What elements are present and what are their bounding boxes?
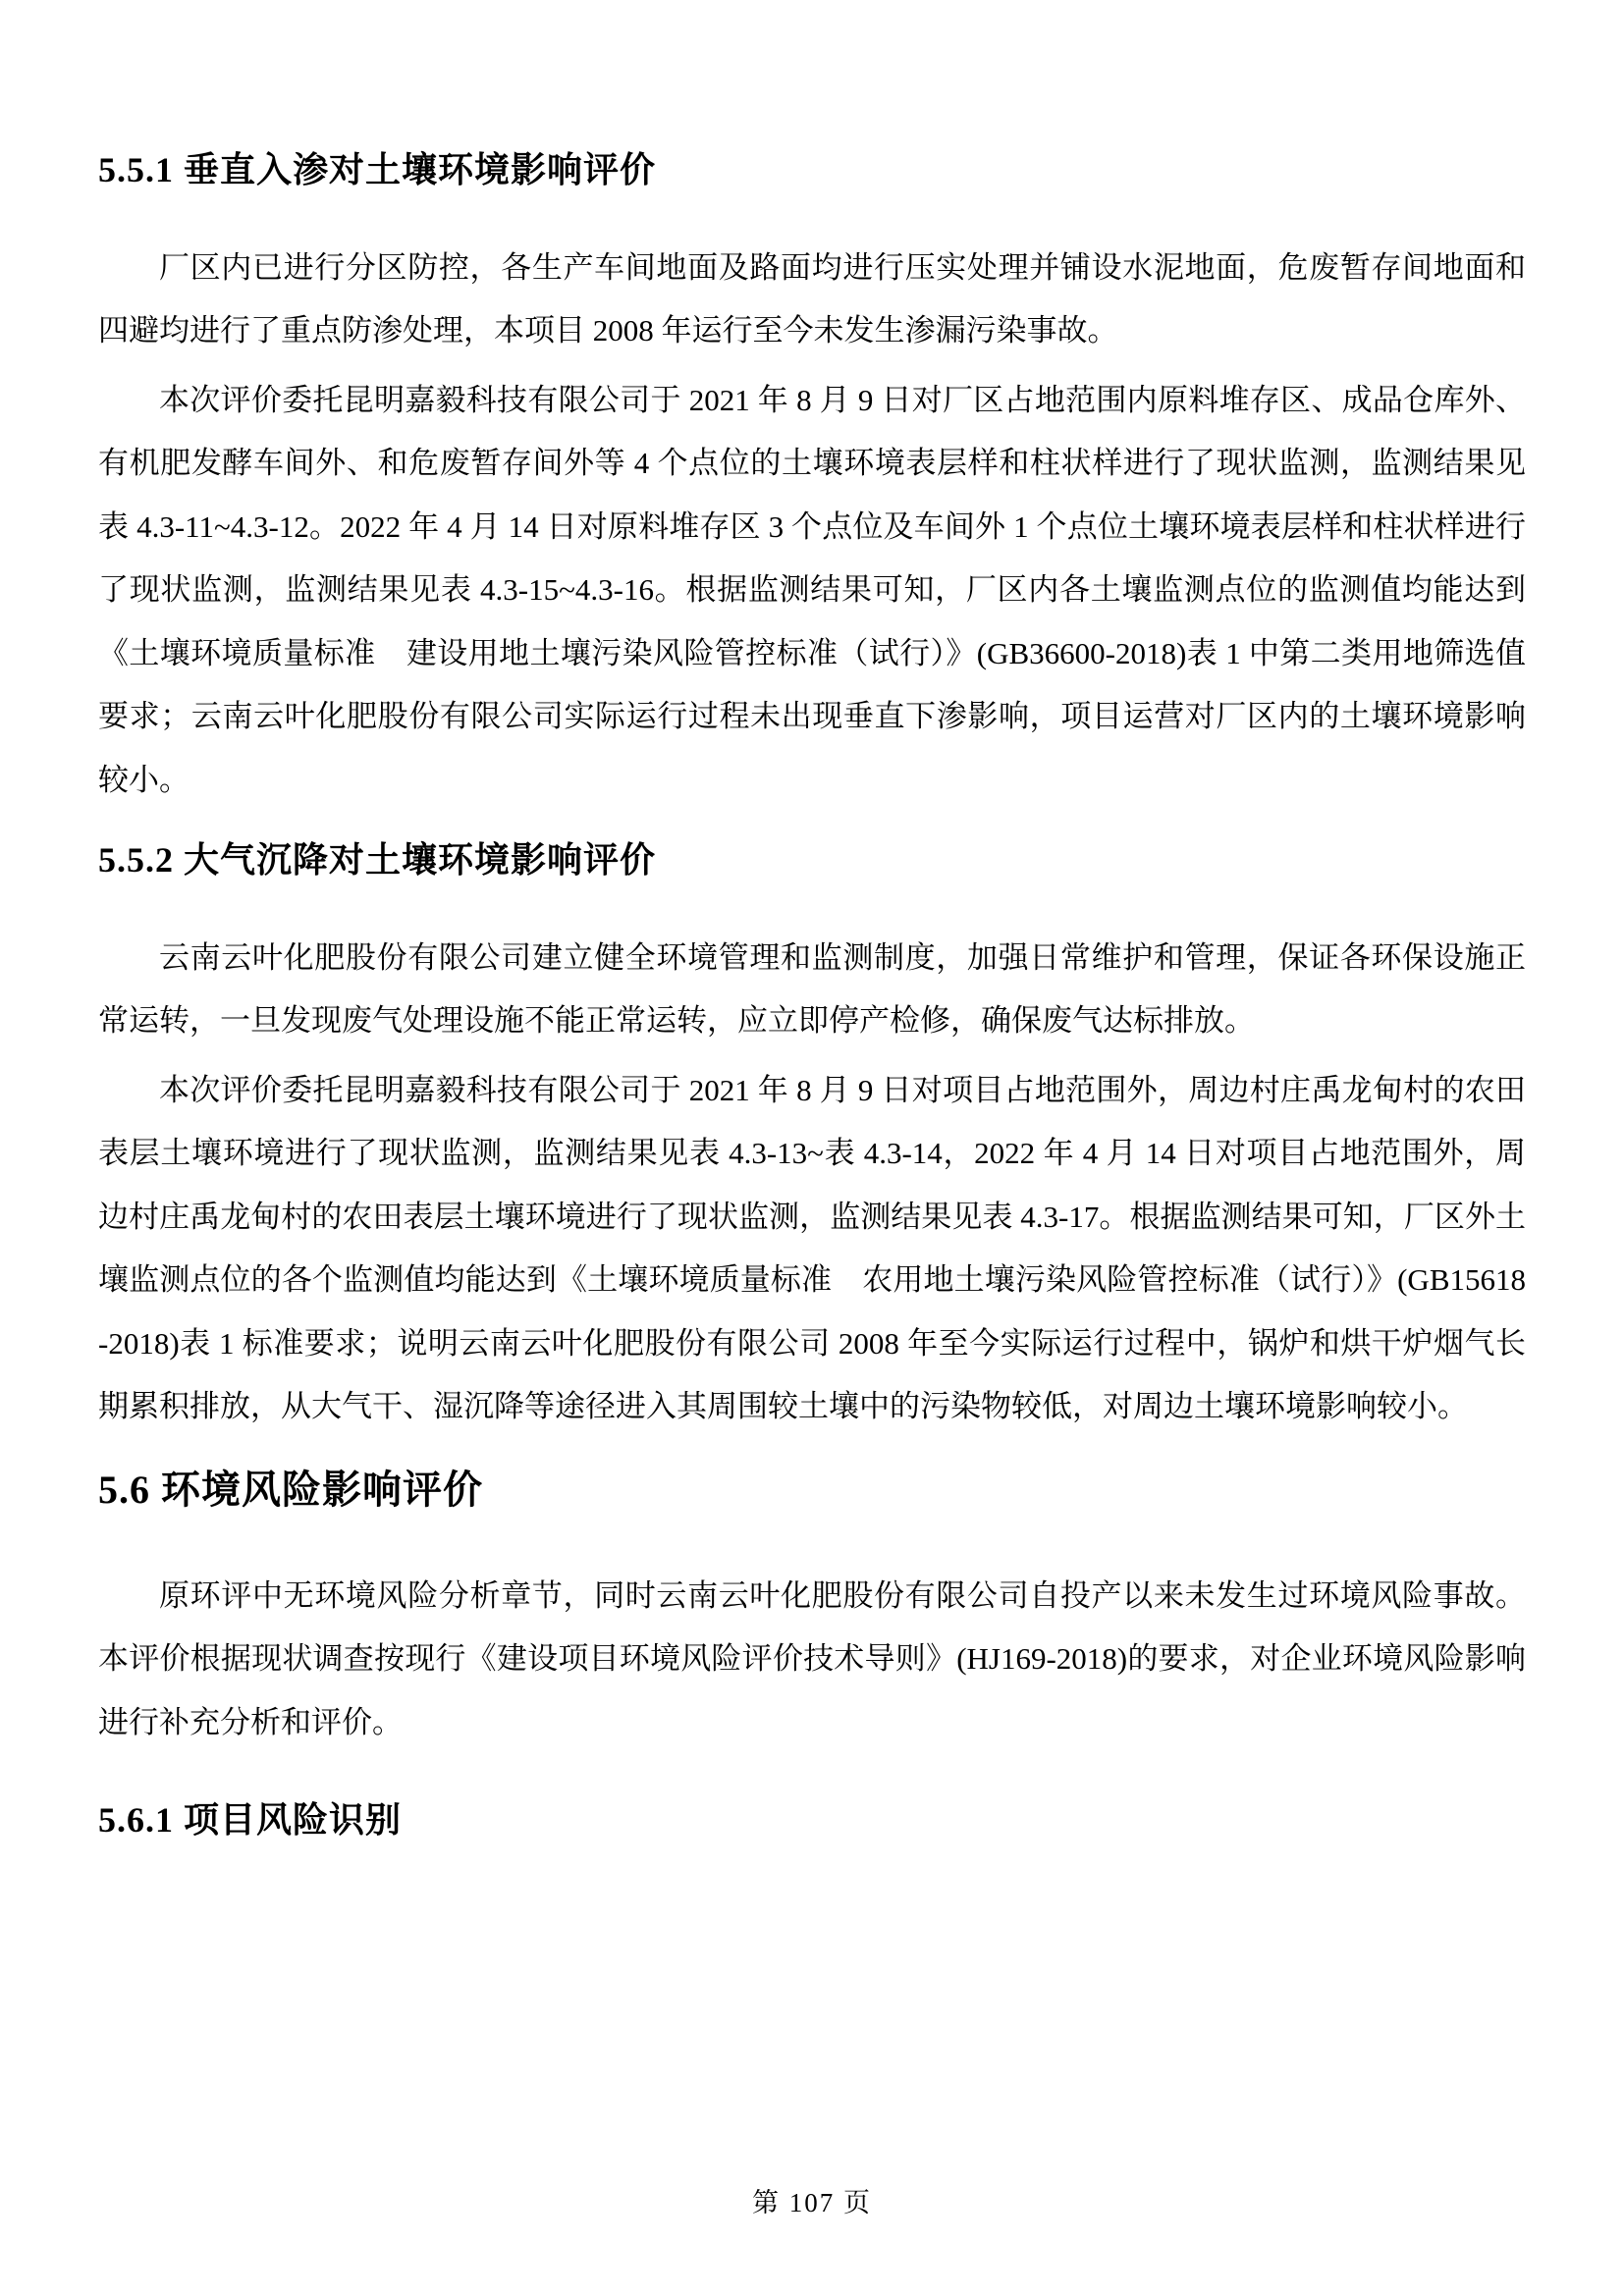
section-heading-5-6: 5.6 环境风险影响评价 <box>98 1467 483 1512</box>
paragraph: 原环评中无环境风险分析章节，同时云南云叶化肥股份有限公司自投产以来未发生过环境风险事故。本评价根据现状调查按现行《建设项目环境风险评价技术导则》(HJ169-2018)的要求，对企业环境风险影响进行补充分析和评价。 <box>98 1577 1526 1739</box>
section-body-5-5-1 <box>98 237 1526 812</box>
paragraph: 厂区内已进行分区防控，各生产车间地面及路面均进行压实处理并铺设水泥地面，危废暂存间地面和四避均进行了重点防渗处理，本项目 2008 年运行至今未发生渗漏污染事故。 <box>98 249 1526 348</box>
paragraph: 本次评价委托昆明嘉毅科技有限公司于 2021 年 8 月 9 日对厂区占地范围内原料堆存区、成品仓库外、有机肥发酵车间外、和危废暂存间外等 4 个点位的土壤环境表层样和柱状样进行了现状监测，监测结果见表 4.3-11~4.3-12。2022 年 4 月 14 日对原料堆存区 3 个点位及车间外 1 个点位土壤环境表层样和柱状样进行了现状监测，监测结果见表 4.3-15~4.3-16。根据监测结果可知，厂区内各土壤监测点位的监测值均能达到《土壤环境质量标准 建设用地土壤污染风险管控标准（试行）》(GB36600-2018)表 1 中第二类用地筛选值要求；云南云叶化肥股份有限公司实际运行过程未出现垂直下渗影响，项目运营对厂区内的土壤环境影响较小。 <box>98 382 1526 797</box>
section-body-5-5-2 <box>98 927 1526 1439</box>
spacer <box>98 1780 1526 1797</box>
section-heading-5-6-1: 5.6.1 项目风险识别 <box>98 1799 403 1840</box>
paragraph: 本次评价委托昆明嘉毅科技有限公司于 2021 年 8 月 9 日对项目占地范围外，周边村庄禹龙甸村的农田表层土壤环境进行了现状监测，监测结果见表 4.3-13~表 4.3-14，2022 年 4 月 14 日对项目占地范围外，周边村庄禹龙甸村的农田表层土壤环境进行了现状监测，监测结果见表 4.3-17。根据监测结果可知，厂区外土壤监测点位的各个监测值均能达到《土壤环境质量标准 农用地土壤污染风险管控标准（试行）》(GB15618-2018)表 1 标准要求；说明云南云叶化肥股份有限公司 2008 年至今实际运行过程中，锅炉和烘干炉烟气长期累积排放，从大气干、湿沉降等途径进入其周围较土壤中的污染物较低，对周边土壤环境影响较小。 <box>98 1072 1526 1424</box>
section-heading-5-5-2: 5.5.2 大气沉降对土壤环境影响评价 <box>98 840 657 881</box>
paragraph: 云南云叶化肥股份有限公司建立健全环境管理和监测制度，加强日常维护和管理，保证各环保设施正常运转，一旦发现废气处理设施不能正常运转，应立即停产检修，确保废气达标排放。 <box>98 939 1526 1039</box>
section-heading-5-5-1: 5.5.1 垂直入渗对土壤环境影响评价 <box>98 150 657 189</box>
page-number-footer: 第 107 页 <box>752 2188 872 2217</box>
section-body-5-6 <box>98 1565 1526 1754</box>
